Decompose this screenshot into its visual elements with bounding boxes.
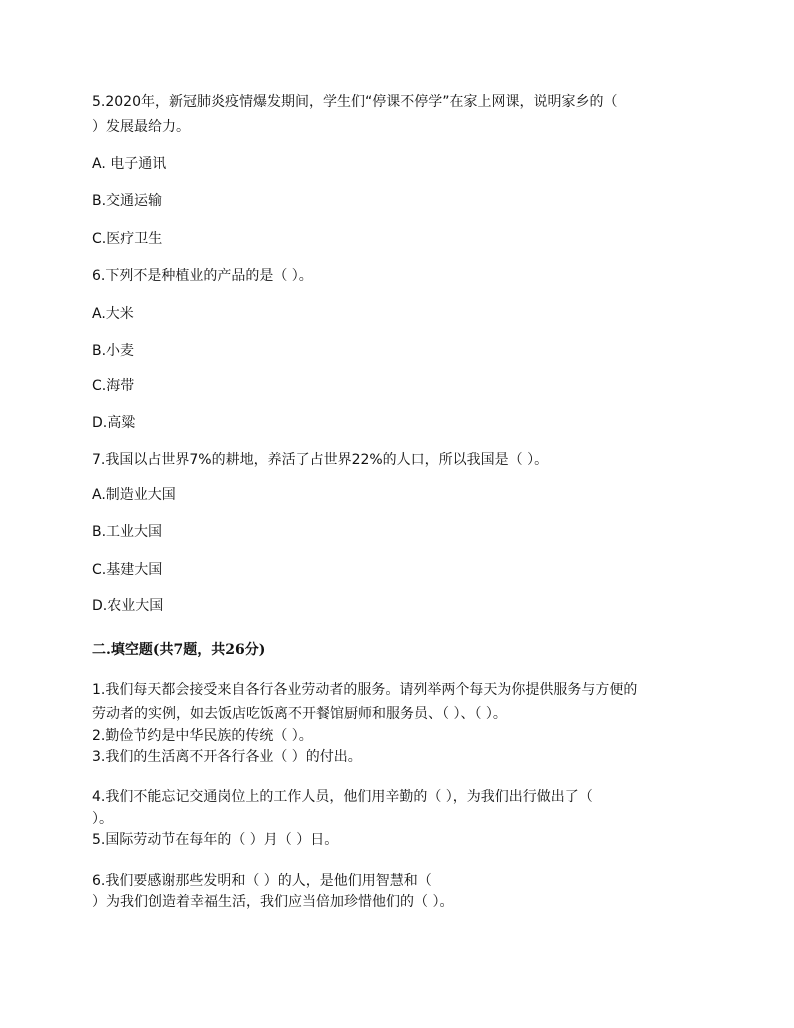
question-7-option-d: D.农业大国: [92, 598, 164, 614]
fill-question-6-line1: 6.我们要感谢那些发明和（ ）的人，是他们用智慧和（: [92, 873, 432, 889]
fill-question-4-line1: 4.我们不能忘记交通岗位上的工作人员，他们用辛勤的（ ），为我们出行做出了（: [92, 789, 593, 805]
fill-question-3: 3.我们的生活离不开各行各业（ ）的付出。: [92, 749, 362, 765]
fill-question-1-line2: 劳动者的实例，如去饭店吃饭离不开餐馆厨师和服务员、（ ）、（ ）。: [92, 706, 507, 722]
question-6-option-b: B.小麦: [92, 343, 135, 359]
fill-question-4-line2: ）。: [92, 811, 113, 827]
question-6-text: 6.下列不是种植业的产品的是（ ）。: [92, 268, 313, 284]
question-5-text-line1: 5.2020年，新冠肺炎疫情爆发期间，学生们“停课不停学”在家上网课，说明家乡的（: [92, 94, 618, 110]
question-5-option-a: A. 电子通讯: [92, 156, 167, 172]
fill-question-6-line2: ）为我们创造着幸福生活，我们应当倍加珍惜他们的（ ）。: [92, 894, 454, 910]
fill-question-1-line1: 1.我们每天都会接受来自各行各业劳动者的服务。请列举两个每天为你提供服务与方便的: [92, 682, 638, 698]
fill-question-2: 2.勤俭节约是中华民族的传统（ ）。: [92, 728, 313, 744]
question-7-option-b: B.工业大国: [92, 524, 163, 540]
question-6-option-d: D.高粱: [92, 415, 136, 431]
question-7-option-c: C.基建大国: [92, 562, 163, 578]
question-5-text-line2: ）发展最给力。: [92, 119, 190, 135]
question-7-text: 7.我国以占世界7%的耕地，养活了占世界22%的人口，所以我国是（ ）。: [92, 452, 549, 468]
section-2-heading: 二.填空题(共7题，共26分): [92, 642, 266, 658]
question-6-option-c: C.海带: [92, 378, 135, 394]
fill-question-5: 5.国际劳动节在每年的（ ）月（ ）日。: [92, 832, 339, 848]
question-5-option-b: B.交通运输: [92, 193, 163, 209]
question-5-option-c: C.医疗卫生: [92, 231, 163, 247]
question-6-option-a: A.大米: [92, 306, 134, 322]
question-7-option-a: A.制造业大国: [92, 487, 176, 503]
